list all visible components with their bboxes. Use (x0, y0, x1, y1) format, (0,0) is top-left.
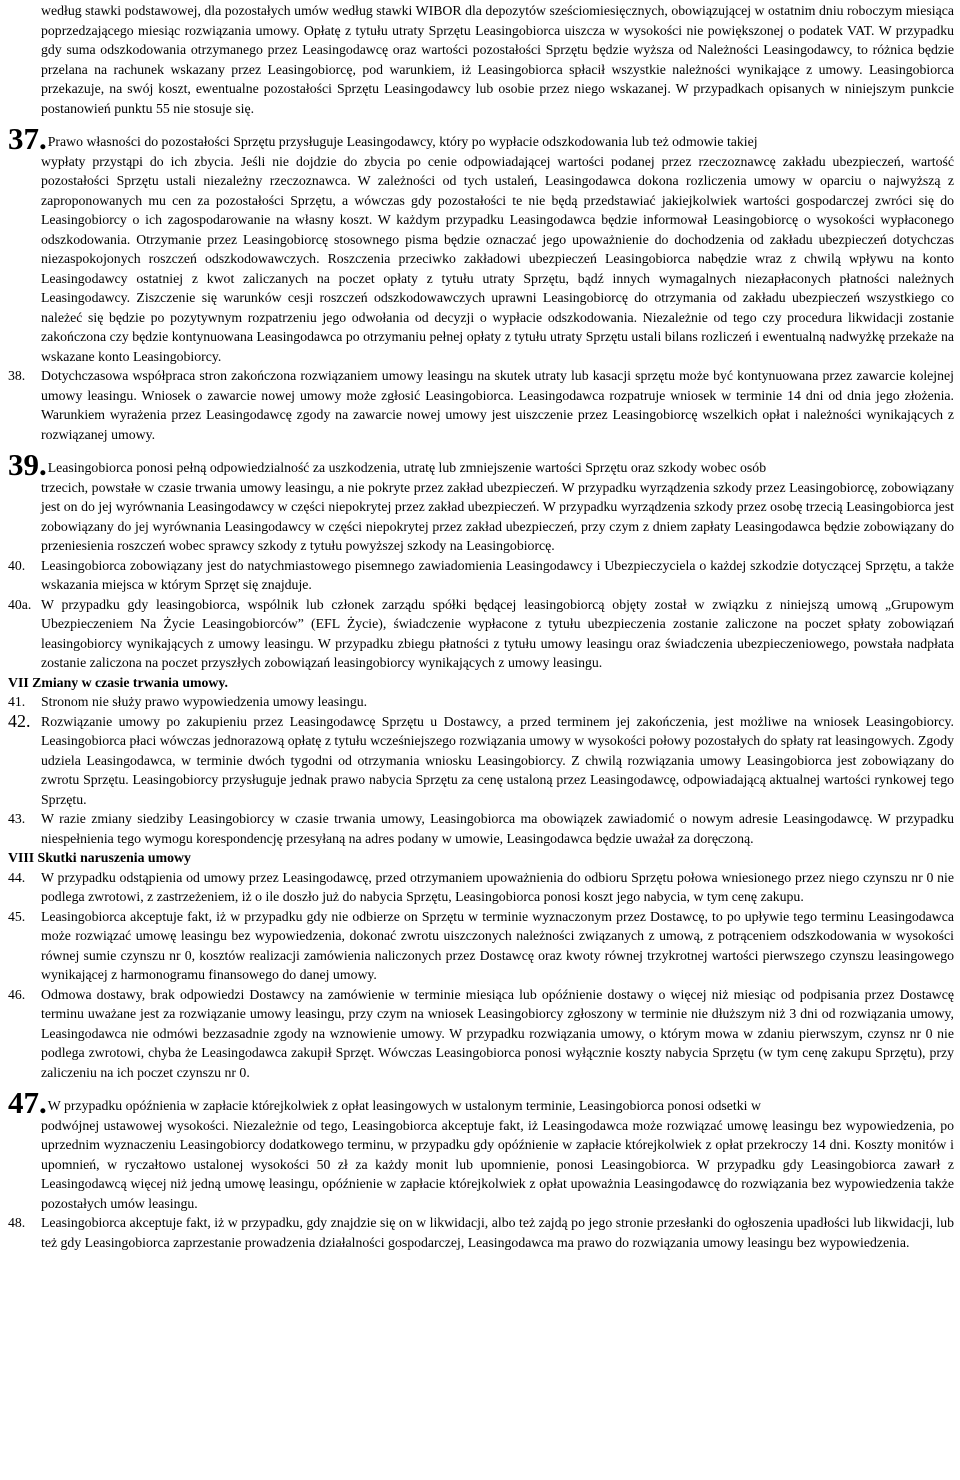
clause-40-number: 40. (8, 557, 26, 573)
clause-46-number: 46. (8, 986, 26, 1002)
clause-41 (8, 692, 954, 712)
clause-48 (8, 1213, 954, 1252)
section-heading-vii: VII Zmiany w czasie trwania umowy. (8, 674, 228, 690)
clause-47-text: podwójnej ustawowej wysokości. Niezależnie od tego, Leasingobiorca akceptuje fakt, iż Leasingodawca może rozwiązać umowę leasingu bez wypowiedzenia, po uprzednim wyznaczeniu Leasingobiorcy dodatkowego terminu, w przypadku gdy opóźnienie w zapłacie którejkolwiek z opłat przekroczy 14 dni. Koszty monitów i upomnień, w ryczałtowo ustalonej wysokości 50 zł za każdy monit lub upomnienie, ponosi Leasingobiorca. W przypadku gdy Leasingobiorca zawarł z Leasingodawcą więcej niż jedną umowę leasingu, opóźnienie w zapłacie którejkolwiek z opłat upoważnia Leasingodawcę do rozwiązania bez wypowiedzenia także pozostałych umów leasingu. (41, 1117, 954, 1211)
clause-38-text: Dotychczasowa współpraca stron zakończona rozwiązaniem umowy leasingu na skutek utraty lub kasacji sprzętu może być kontynuowana przez zawarcie kolejnej umowy leasingu. Wniosek o zawarcie nowej umowy może zgłosić Leasingobiorca. Leasingodawca rozpatruje wniosek w terminie 14 dni od dnia jego złożenia. Warunkiem wyrażenia przez Leasingodawcę zgody na zawarcie nowej umowy jest uiszczenie przez Leasingobiorcę wszelkich opłat i należności wynikających z rozwiązanej umowy. (41, 368, 954, 442)
clause-37-first-line: Prawo własności do pozostałości Sprzętu przysługuje Leasingodawcy, który po wypłacie odszkodowania lub też odmowie takiej (47, 134, 758, 149)
clause-43 (8, 809, 954, 848)
clause-39-text: trzecich, powstałe w czasie trwania umowy leasingu, a nie pokryte przez zakład ubezpieczeń. W przypadku wyrządzenia szkody przez Leasingobiorcę, zobowiązany jest on do jej wyrównania Leasingodawcy w części niepokrytej przez zakład ubezpieczeń. W przypadku wyrządzenia szkody przez osobę trzecią Leasingobiorca jest zobowiązany do jej wyrównania Leasingodawcy w części niepokrytej przez zakład ubezpieczeń, przy czym z dniem zapłaty Leasingodawca będzie zobowiązany do przeniesienia roszczeń wobec sprawcy szkody z tytułu powyższej szkody na Leasingobiorcę. (41, 479, 954, 553)
clause-39 (8, 447, 954, 556)
clause-37-text: wypłaty przystąpi do ich zbycia. Jeśli nie dojdzie do zbycia po cenie odpowiadającej wartości podanej przez rzeczoznawcę zakładu ubezpieczeń, wartość pozostałości Sprzętu ustali niezależny rzeczoznawca. W zależności od tych ustaleń, Leasingodawca dokona rozliczenia umowy w oparciu o najwyższą z zaproponowanych mu cen za pozostałości Sprzętu, a wówczas gdy pozostałości te nie będą przedstawiać jakiejkolwiek wartości gospodarczej zwróci się do Leasingobiorcy o ich zagospodarowanie na własny koszt. W każdym przypadku Leasingodawca będzie informował Leasingobiorcę o wysokości wypłaconego odszkodowania. Otrzymanie przez Leasingobiorcę stosownego pisma będzie oznaczać jego upoważnienie do dochodzenia od zakładu ubezpieczeń dotychczas niezaspokojonych roszczeń odszkodowawczych. Roszczenia przeciwko zakładowi ubezpieczeń Leasingobiorca nabędzie wraz z chwilą wpływu na konto Leasingodawcy ostatniej z kwot zaliczanych na poczet opłaty z tytułu utraty Sprzętu, bądź innych wymagalnych niezapłaconych płatności należnych Leasingodawcy. Ziszczenie się warunków cesji roszczeń odszkodowawczych uprawni Leasingobiorcę do otrzymania od zakładu ubezpieczeń wszystkiego co należeć się będzie po pozytywnym rozpatrzeniu jego odwołania od decyzji o wypłacie odszkodowania. Niezależnie od tego czy procedura likwidacji zostanie zakończona czy będzie kontynuowana Leasingodawca po otrzymaniu pełnej opłaty z tytułu utraty Sprzętu ustali bilans rozliczeń i ewentualną nadwyżkę przekaże na wskazane konto Leasingobiorcy. (41, 153, 954, 364)
clause-37-number: 37. (8, 121, 47, 156)
clause-44-text: W przypadku odstąpienia od umowy przez Leasingodawcę, przed otrzymaniem upoważnienia do odbioru Sprzętu połowa wniesionego przez niego czynszu nr 0 nie podlega zwrotowi, z zastrzeżeniem, iż o ile doszło już do nabycia Sprzętu, Leasingobiorca ponosi koszt jego nabycia, w tym cenę zakupu. (41, 869, 954, 904)
clause-44-number: 44. (8, 869, 26, 885)
intro-text: według stawki podstawowej, dla pozostałych umów według stawki WIBOR dla depozytów sześciomiesięcznych, obowiązującej w ostatnim dniu roboczym miesiąca poprzedzającego miesiąc rozwiązania umowy. Opłatę z tytułu utraty Sprzętu Leasingobiorca uiszcza w wysokości nie powiększonej o podatek VAT. W przypadku gdy suma odszkodowania otrzymanego przez Leasingodawcę oraz wartości pozostałości Sprzętu będzie wyższa od Należności Leasingodawcy, to różnica będzie przelana na rachunek wskazany przez Leasingobiorcę, pod warunkiem, iż Leasingobiorca spłacił wszystkie należności wynikające z umowy. Leasingobiorca przekazuje, na swój koszt, ewentualne pozostałości Sprzętu Leasingodawcy lub osobie przez niego wskazanej. W przypadkach opisanych w niniejszym punkcie postanowień punktu 55 nie stosuje się. (41, 3, 954, 116)
clause-38-number: 38. (8, 368, 26, 383)
clause-41-text: Stronom nie służy prawo wypowiedzenia umowy leasingu. (41, 694, 368, 709)
clause-48-number: 48. (8, 1215, 26, 1230)
clause-47 (8, 1085, 954, 1213)
section-heading-viii: VIII Skutki naruszenia umowy (8, 850, 191, 865)
clause-40a-number: 40a. (8, 596, 32, 612)
clause-42 (8, 712, 954, 810)
clause-45-number: 45. (8, 908, 26, 924)
clause-40a-text: W przypadku gdy leasingobiorca, wspólnik lub członek zarządu spółki będącej leasingobiorcą objęty został w związku z niniejszą umową „Grupowym Ubezpieczeniem Na Życie Leasingobiorców” (EFL Życie), świadczenie wypłacone z tytułu ubezpieczenia zostanie zaliczone na poczet spłaty zobowiązań leasingobiorcy wynikających z umowy leasingu. W przypadku zbiegu płatności z tytułu umowy leasingu oraz świadczenia ubezpieczeniowego, powstała nadpłata zostanie zaliczona na poczet przyszłych zobowiązań leasingobiorcy wynikających z umowy leasingu. (41, 596, 954, 670)
clause-42-number: 42. (8, 710, 31, 731)
intro-paragraph (8, 1, 954, 118)
clause-47-first-line: W przypadku opóźnienia w zapłacie którejkolwiek z opłat leasingowych w ustalonym terminie, Leasingobiorca ponosi odsetki w (47, 1098, 761, 1113)
clause-42-text: Rozwiązanie umowy po zakupieniu przez Leasingodawcę Sprzętu u Dostawcy, a przed terminem jej zakończenia, jest możliwe na wniosek Leasingobiorcy. Leasingobiorca płaci wówczas jednorazową opłatę z tytułu wcześniejszego rozwiązania umowy w wysokości połowy pozostałych do spłaty rat leasingowych. Zgody udziela Leasingodawca, w terminie dwóch tygodni od otrzymania wniosku Leasingobiorcy. Z chwilą rozwiązania umowy Leasingobiorca jest zobowiązany do zwrotu Sprzętu. Leasingobiorcy przysługuje jednak prawo nabycia Sprzętu za cenę ustaloną przez Leasingodawcę, odpowiadającą aktualnej wartości rynkowej tego Sprzętu. (41, 713, 954, 807)
clause-46 (8, 985, 954, 1083)
clause-40a (8, 595, 954, 673)
clause-40-text: Leasingobiorca zobowiązany jest do natychmiastowego pisemnego zawiadomienia Leasingodawcy i Ubezpieczyciela o każdej szkodzie dotyczącej Sprzętu, a także wskazania miejsca w którym Sprzęt się znajduje. (41, 557, 954, 592)
clause-43-number: 43. (8, 811, 26, 826)
clause-43-text: W razie zmiany siedziby Leasingobiorcy w czasie trwania umowy, Leasingobiorca ma obowiązek zawiadomić o nowym adresie Leasingodawcę. W przypadku niespełnienia tego wymogu korespondencję przesyłaną na adres podany w umowie, Leasingodawca będzie uważał za doręczoną. (41, 811, 954, 846)
clause-37 (8, 121, 954, 366)
clause-40 (8, 556, 954, 595)
clause-39-first-line: Leasingobiorca ponosi pełną odpowiedzialność za uszkodzenia, utratę lub zmniejszenie wartości Sprzętu oraz szkody wobec osób (47, 460, 767, 475)
clause-46-text: Odmowa dostawy, brak odpowiedzi Dostawcy na zamówienie w terminie miesiąca lub opóźnienie dostawy o więcej niż miesiąc od podpisania przez Dostawcę terminu uważane jest za rozwiązanie umowy leasingu, przy czym na wniosek Leasingobiorcy zgłoszony w terminie nie dłuższym niż 3 dni od rozwiązania umowy, Leasingodawca nie odmówi bezzasadnie zgody na wznowienie umowy. W przypadku rozwiązania umowy, o którym mowa w zdaniu pierwszym, czynsz nr 0 nie podlega zwrotowi, chyba że Leasingodawca zakupił Sprzęt. Wówczas Leasingobiorca ponosi wyłącznie koszty nabycia Sprzętu (w tym cenę zakupu Sprzętu), przy zaliczeniu na ich poczet czynszu nr 0. (41, 986, 954, 1080)
clause-48-text: Leasingobiorca akceptuje fakt, iż w przypadku, gdy znajdzie się on w likwidacji, albo też zajdą po jego stronie przesłanki do ogłoszenia upadłości lub likwidacji, lub też gdy Leasingobiorca zaprzestanie prowadzenia działalności gospodarczej, Leasingodawca ma prawo do rozwiązania umowy leasingu bez wypowiedzenia. (41, 1215, 954, 1250)
clause-44 (8, 868, 954, 907)
clause-38 (8, 366, 954, 444)
clause-39-number: 39. (8, 447, 47, 482)
clause-45-text: Leasingobiorca akceptuje fakt, iż w przypadku gdy nie odbierze on Sprzętu w terminie wyznaczonym przez Dostawcę, to po upływie tego terminu Leasingodawca może rozwiązać umowę leasingu bez wypowiedzenia, dokonać zwrotu uiszczonych należności związanych z umową, z potrąceniem odszkodowania w wysokości równej sumie czynszu nr 0, kosztów realizacji zamówienia naliczonych przez Dostawcę oraz kwoty równej trzykrotnej wartości pierwszego czynszu leasingowego wynikającej z harmonogramu finansowego do danej umowy. (41, 908, 954, 982)
clause-45 (8, 907, 954, 985)
clause-47-number: 47. (8, 1085, 47, 1120)
clause-41-number: 41. (8, 694, 26, 709)
